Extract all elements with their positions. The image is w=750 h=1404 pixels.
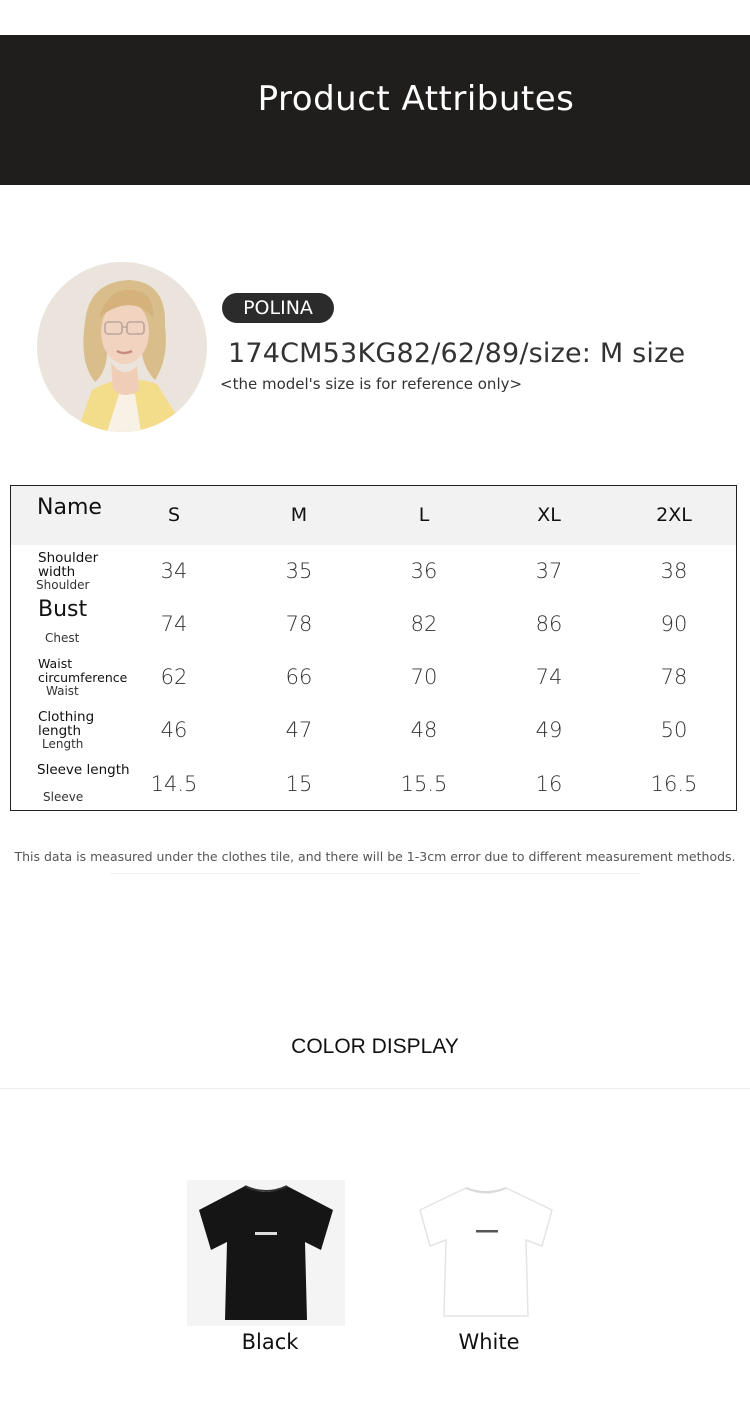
table-cell: 15.5: [400, 772, 448, 796]
table-cell: 47: [285, 718, 313, 742]
table-cell: 74: [535, 665, 563, 689]
model-stats: 174CM53KG82/62/89/size: M size: [228, 338, 686, 369]
table-name-header: Name: [37, 495, 102, 520]
table-cell: 36: [410, 559, 438, 583]
table-cell: 48: [410, 718, 438, 742]
size-table: [10, 485, 737, 811]
row-sublabel: Waist: [46, 684, 79, 698]
table-cell: 34: [160, 559, 188, 583]
table-cell: 16.5: [650, 772, 698, 796]
table-cell: 38: [660, 559, 688, 583]
table-row-sleeve: [11, 757, 736, 810]
color-display-title: COLOR DISPLAY: [291, 1035, 459, 1058]
page-title: Product Attributes: [257, 79, 575, 119]
table-row-length: [11, 704, 736, 757]
swatch-label-white[interactable]: White: [458, 1330, 520, 1354]
table-cell: 50: [660, 718, 688, 742]
model-avatar: [37, 262, 207, 432]
table-cell: 86: [535, 612, 563, 636]
table-row-shoulder: [11, 545, 736, 598]
footnote-divider: [110, 873, 640, 874]
black-tshirt-image[interactable]: [187, 1180, 345, 1326]
table-header-row: [11, 486, 736, 545]
table-cell: 70: [410, 665, 438, 689]
table-cell: 82: [410, 612, 438, 636]
row-label: Waist circumference: [38, 656, 128, 685]
row-sublabel: Shoulder: [36, 578, 90, 592]
table-row-waist: [11, 651, 736, 704]
table-row-bust: [11, 598, 736, 651]
row-label: Clothing length: [38, 709, 95, 739]
table-cell: 16: [535, 772, 563, 796]
table-cell: 62: [160, 665, 188, 689]
table-cell: 15: [285, 772, 313, 796]
color-display-divider: [0, 1088, 750, 1089]
header-banner: [0, 35, 750, 185]
table-cell: 14.5: [150, 772, 198, 796]
table-cell: 49: [535, 718, 563, 742]
table-cell: 35: [285, 559, 313, 583]
row-sublabel: Length: [42, 737, 84, 751]
row-sublabel: Chest: [45, 631, 80, 645]
model-name-badge: POLINA: [222, 293, 334, 323]
column-header-2xl: 2XL: [656, 504, 692, 526]
table-cell: 37: [535, 559, 563, 583]
measurement-footnote: This data is measured under the clothes tile, and there will be 1-3cm error due to different measurement methods.: [14, 849, 736, 864]
table-cell: 74: [160, 612, 188, 636]
row-label: Sleeve length: [37, 762, 130, 778]
row-label: Bust: [38, 597, 88, 622]
table-cell: 66: [285, 665, 313, 689]
row-sublabel: Sleeve: [43, 790, 84, 804]
white-tshirt-image[interactable]: [410, 1180, 562, 1322]
table-cell: 78: [285, 612, 313, 636]
column-header-l: L: [418, 504, 430, 526]
column-header-m: M: [290, 504, 308, 526]
column-header-s: S: [167, 504, 181, 526]
table-cell: 90: [660, 612, 688, 636]
table-cell: 46: [160, 718, 188, 742]
swatch-label-black[interactable]: Black: [241, 1330, 299, 1354]
column-header-xl: XL: [537, 504, 561, 526]
row-label: Shoulder width: [38, 550, 99, 580]
model-note: <the model's size is for reference only>: [220, 375, 523, 393]
table-cell: 78: [660, 665, 688, 689]
